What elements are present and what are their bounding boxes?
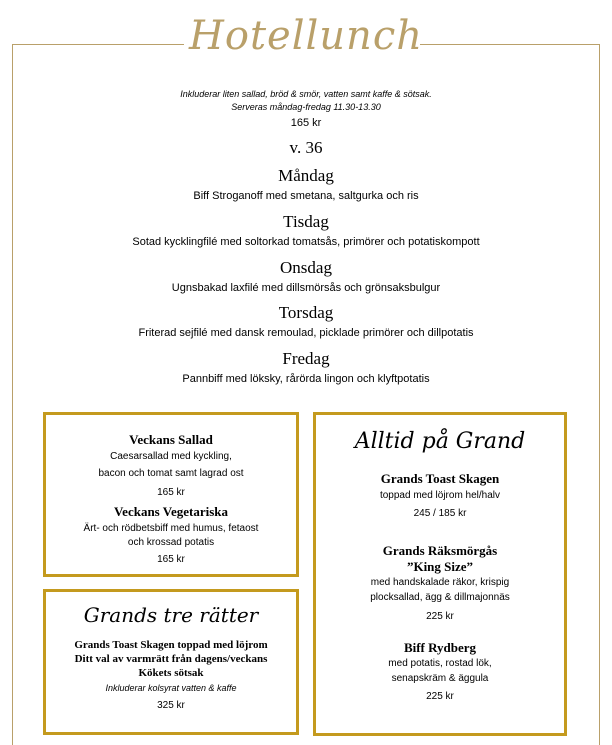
lunch-price: 165 kr	[290, 117, 322, 129]
weekly-salad-line: bacon och tomat samt lagrad ost	[98, 468, 244, 479]
weekly-veg-price: 165 kr	[157, 554, 185, 565]
three-courses-line: Kökets sötsak	[138, 667, 204, 679]
always-item1-price: 245 / 185 kr	[413, 508, 467, 519]
weekly-veg-line: Ärt- och rödbetsbiff med humus, fetaost	[83, 523, 259, 534]
day-block-monday	[0, 166, 612, 203]
always-item1-desc: toppad med löjrom hel/halv	[379, 490, 501, 501]
weekly-veg-title: Veckans Vegetariska	[113, 504, 228, 519]
weekly-specials-box	[43, 412, 299, 577]
always-grand-box	[313, 412, 567, 736]
weekly-veg-line: och krossad potatis	[127, 537, 215, 548]
always-item1-title: Grands Toast Skagen	[380, 471, 500, 486]
day-block-tuesday	[0, 212, 612, 249]
day-block-wednesday	[0, 258, 612, 295]
day-name: Måndag	[278, 166, 334, 185]
week-number: v. 36	[289, 138, 323, 157]
always-item3-price: 225 kr	[426, 691, 454, 702]
day-block-friday	[0, 349, 612, 386]
always-item2-price: 225 kr	[426, 611, 454, 622]
always-grand-title: Alltid på Grand	[354, 429, 526, 454]
three-courses-note: Inkluderar kolsyrat vatten & kaffe	[105, 683, 237, 693]
always-item3-title: Biff Rydberg	[403, 640, 477, 655]
day-dish: Friterad sejfilé med dansk remoulad, picklade primörer och dillpotatis	[138, 327, 474, 339]
always-item2-line: med handskalade räkor, krispig	[370, 577, 510, 588]
always-item2-subtitle: ”King Size”	[406, 559, 474, 574]
three-courses-line: Ditt val av varmrätt från dagens/veckans	[74, 653, 268, 665]
three-courses-title: Grands tre rätter	[83, 603, 259, 627]
three-courses-price: 325 kr	[157, 700, 185, 711]
three-courses-line: Grands Toast Skagen toppad med löjrom	[74, 639, 268, 651]
weekly-salad-line: Caesarsallad med kyckling,	[110, 451, 232, 462]
always-item3-line: med potatis, rostad lök,	[388, 658, 492, 669]
day-dish: Pannbiff med löksky, rårörda lingon och klyftpotatis	[182, 373, 430, 385]
day-dish: Biff Stroganoff med smetana, saltgurka och ris	[193, 190, 419, 202]
day-name: Onsdag	[280, 258, 332, 277]
weekly-salad-price: 165 kr	[157, 487, 185, 498]
always-item2-line: plocksallad, ägg & dillmajonnäs	[370, 592, 510, 603]
three-courses-box	[43, 589, 299, 735]
day-dish: Sotad kycklingfilé med soltorkad tomatsås, primörer och potatiskompott	[132, 236, 480, 248]
weekly-salad-title: Veckans Sallad	[129, 432, 213, 447]
always-item2-title: Grands Räksmörgås	[382, 543, 498, 558]
includes-note: Inkluderar liten sallad, bröd & smör, vatten samt kaffe & sötsak.	[180, 89, 432, 99]
day-dish: Ugnsbakad laxfilé med dillsmörsås och grönsaksbulgur	[171, 282, 441, 294]
day-name: Fredag	[282, 349, 330, 368]
served-hours: Serveras måndag-fredag 11.30-13.30	[231, 102, 381, 112]
day-name: Tisdag	[283, 212, 329, 231]
day-block-thursday	[0, 303, 612, 340]
menu-title: Hotellunch	[189, 13, 423, 59]
day-name: Torsdag	[278, 303, 334, 322]
always-item3-line: senapskräm & äggula	[391, 673, 489, 684]
